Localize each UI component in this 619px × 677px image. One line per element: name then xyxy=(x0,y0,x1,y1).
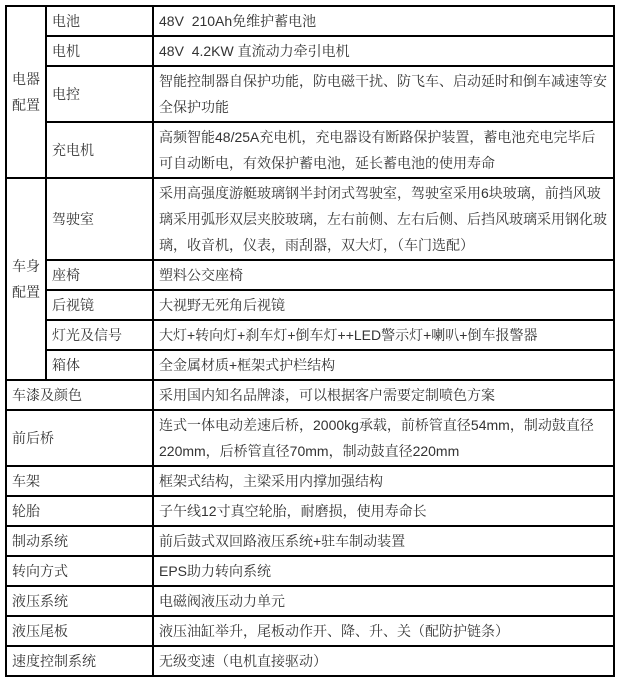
row-label-tires: 轮胎 xyxy=(6,496,153,526)
table-row xyxy=(6,260,614,290)
item-desc-lights: 大灯+转向灯+刹车灯+倒车灯++LED警示灯+喇叭+倒车报警器 xyxy=(153,320,614,350)
item-desc-charger: 高频智能48/25A充电机，充电器设有断路保护装置，蓄电池充电完毕后可自动断电，有效保护蓄电池，延长蓄电池的使用寿命 xyxy=(153,122,614,178)
item-label-charger: 充电机 xyxy=(46,122,153,178)
row-desc-axles: 连式一体电动差速后桥，2000kg承载，前桥管直径54mm，制动鼓直径220mm，后桥管直径70mm，制动鼓直径220mm xyxy=(153,410,614,466)
item-desc-controller: 智能控制器自保护功能，防电磁干扰、防飞车、启动延时和倒车减速等安全保护功能 xyxy=(153,66,614,122)
table-row xyxy=(6,36,614,66)
table-row xyxy=(6,122,614,178)
row-label-brakes: 制动系统 xyxy=(6,526,153,556)
item-label-cab: 驾驶室 xyxy=(46,178,153,260)
item-desc-battery: 48V 210Ah免维护蓄电池 xyxy=(153,6,614,36)
table-row xyxy=(6,320,614,350)
group-label-body: 车身配置 xyxy=(6,178,46,380)
table-row xyxy=(6,6,614,36)
item-desc-cab: 采用高强度游艇玻璃钢半封闭式驾驶室，驾驶室采用6块玻璃，前挡风玻璃采用弧形双层夹胶玻璃，左右前侧、左右后侧、后挡风玻璃采用钢化玻璃，收音机，仪表，雨刮器，双大灯，（车门选配） xyxy=(153,178,614,260)
table-row xyxy=(6,66,614,122)
table-row xyxy=(6,556,614,586)
row-label-tailgate: 液压尾板 xyxy=(6,616,153,646)
group-label-electrical: 电器配置 xyxy=(6,6,46,178)
row-label-axles: 前后桥 xyxy=(6,410,153,466)
row-label-paint: 车漆及颜色 xyxy=(6,380,153,410)
item-desc-motor: 48V 4.2KW 直流动力牵引电机 xyxy=(153,36,614,66)
item-desc-mirror: 大视野无死角后视镜 xyxy=(153,290,614,320)
item-label-controller: 电控 xyxy=(46,66,153,122)
table-row xyxy=(6,616,614,646)
row-desc-brakes: 前后鼓式双回路液压系统+驻车制动装置 xyxy=(153,526,614,556)
item-label-motor: 电机 xyxy=(46,36,153,66)
row-label-speed-control: 速度控制系统 xyxy=(6,646,153,676)
row-label-hydraulic: 液压系统 xyxy=(6,586,153,616)
table-row xyxy=(6,350,614,380)
item-desc-seat: 塑料公交座椅 xyxy=(153,260,614,290)
row-desc-hydraulic: 电磁阀液压动力单元 xyxy=(153,586,614,616)
row-label-frame: 车架 xyxy=(6,466,153,496)
spec-table xyxy=(5,5,615,677)
table-row xyxy=(6,178,614,260)
row-label-steering: 转向方式 xyxy=(6,556,153,586)
row-desc-speed-control: 无级变速（电机直接驱动） xyxy=(153,646,614,676)
item-desc-box: 全金属材质+框架式护栏结构 xyxy=(153,350,614,380)
row-desc-frame: 框架式结构，主梁采用内撑加强结构 xyxy=(153,466,614,496)
item-label-battery: 电池 xyxy=(46,6,153,36)
table-row xyxy=(6,380,614,410)
row-desc-tires: 子午线12寸真空轮胎，耐磨损，使用寿命长 xyxy=(153,496,614,526)
table-row xyxy=(6,646,614,676)
row-desc-tailgate: 液压油缸举升，尾板动作开、降、升、关（配防护链条） xyxy=(153,616,614,646)
item-label-box: 箱体 xyxy=(46,350,153,380)
table-row xyxy=(6,410,614,466)
table-row xyxy=(6,290,614,320)
item-label-lights: 灯光及信号 xyxy=(46,320,153,350)
table-row xyxy=(6,526,614,556)
table-row xyxy=(6,496,614,526)
table-row xyxy=(6,466,614,496)
item-label-seat: 座椅 xyxy=(46,260,153,290)
table-row xyxy=(6,586,614,616)
row-desc-steering: EPS助力转向系统 xyxy=(153,556,614,586)
row-desc-paint: 采用国内知名品牌漆，可以根据客户需要定制喷色方案 xyxy=(153,380,614,410)
item-label-mirror: 后视镜 xyxy=(46,290,153,320)
